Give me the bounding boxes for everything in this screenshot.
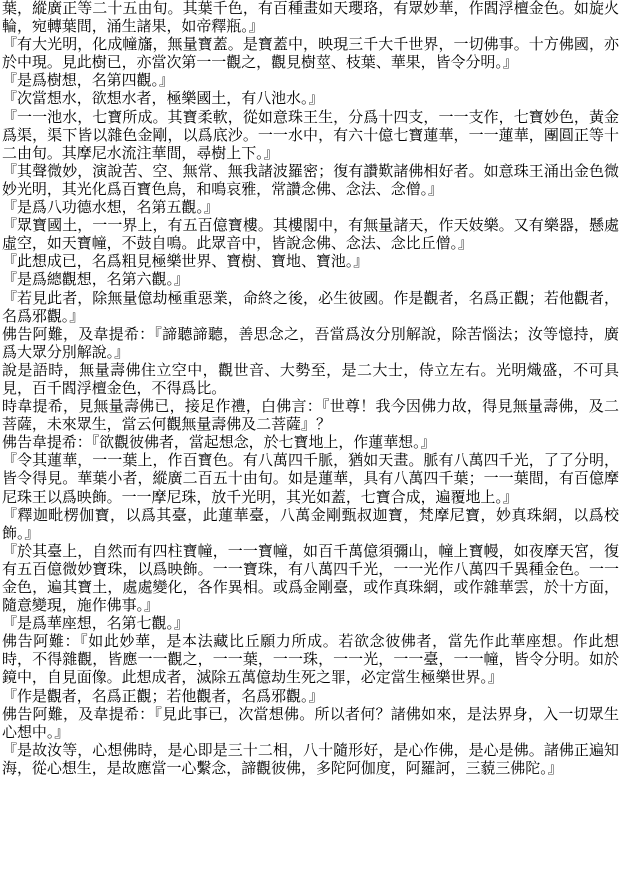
paragraph: 『此想成已，名爲粗見極樂世界、寶樹、寶地、寶池。』 <box>2 252 369 271</box>
paragraph: 『是爲樹想，名第四觀。』 <box>2 71 174 90</box>
paragraph: 『有大光明，化成幢旛，無量寶蓋。是寶蓋中，映現三千大千世界，一切佛事。十方佛國，亦於中現。見此樹已，亦當次第一一觀之，觀見樹莖、枝葉、華果，皆令分明。』 <box>2 35 619 72</box>
paragraph: 『其聲微妙，演說苦、空、無常、無我諸波羅密；復有讚歎諸佛相好者。如意珠王涌出金色微妙光明，其光化爲百寶色鳥，和鳴哀雅，常讚念佛、念法、念僧。』 <box>2 161 619 198</box>
paragraph: 『是爲總觀想，名第六觀。』 <box>2 270 189 289</box>
paragraph: 『眾寶國土，一一界上，有五百億寶樓。其樓閣中，有無量諸天，作天妓樂。又有樂器，懸處虛空，如天寶幢，不鼓自鳴。此眾音中，皆說念佛、念法、念比丘僧。』 <box>2 216 619 253</box>
paragraph: 『於其臺上，自然而有四柱寶幢，一一寶幢，如百千萬億須彌山，幢上寶幔，如夜摩天宮，復有五百億微妙寶珠，以爲映飾。一一寶珠，有八萬四千光，一一光作八萬四千異種金色。一一金色，遍其寶土，處處變化，各作異相。或爲金剛臺，或作真珠網，或作雜華雲，於十方面，隨意變現，施作佛事。』 <box>2 541 619 615</box>
paragraph: 『一一池水，七寶所成。其寶柔軟，從如意珠王生，分爲十四支，一一支作，七寶妙色，黃金爲渠，渠下皆以雜色金剛，以爲底沙。一一水中，有六十億七寶蓮華，一一蓮華，團圓正等十二由旬。其摩尼水流注華間，尋樹上下。』 <box>2 107 619 162</box>
paragraph: 佛告阿難：『如此妙華，是本法藏比丘願力所成。若欲念彼佛者，當先作此華座想。作此想時，不得雜觀，皆應一一觀之，一一葉，一一珠，一一光，一一臺，一一幢，皆令分明。如於鏡中，自見面像。此想成者，滅除五萬億劫生死之罪，必定當生極樂世界。』 <box>2 632 619 687</box>
paragraph: 時韋提希，見無量壽佛已，接足作禮，白佛言：『世尊！我今因佛力故，得見無量壽佛，及二菩薩，未來眾生，當云何觀無量壽佛及二菩薩』？ <box>2 397 619 434</box>
scripture-text <box>2 0 619 777</box>
paragraph: 佛告韋提希：『欲觀彼佛者，當起想念，於七寶地上，作蓮華想。』 <box>2 433 436 452</box>
paragraph: 葉，縱廣正等二十五由旬。其葉千色，有百種畫如天瓔珞，有眾妙華，作閻浮檀金色。如旋火輪，宛轉葉間，涌生諸果，如帝釋瓶。』 <box>2 0 619 36</box>
paragraph: 『是故汝等，心想佛時，是心即是三十二相，八十隨形好，是心作佛，是心是佛。諸佛正遍知海，從心想生，是故應當一心繫念，諦觀彼佛，多陀阿伽度，阿羅訶，三藐三佛陀。』 <box>2 740 619 777</box>
paragraph: 『次當想水，欲想水者，極樂國土，有八池水。』 <box>2 89 324 108</box>
paragraph: 『釋迦毗楞伽寶，以爲其臺，此蓮華臺，八萬金剛甄叔迦寶，梵摩尼寶，妙真珠網，以爲校飾。』 <box>2 505 619 542</box>
paragraph: 佛告阿難，及韋提希：『見此事已，次當想佛。所以者何？諸佛如來，是法界身，入一切眾生心想中。』 <box>2 704 619 741</box>
paragraph: 『是爲華座想，名第七觀。』 <box>2 614 189 633</box>
paragraph: 佛告阿難，及韋提希：『諦聽諦聽，善思念之，吾當爲汝分別解說，除苦惱法；汝等憶持，廣爲大眾分別解說。』 <box>2 324 619 361</box>
paragraph: 『作是觀者，名爲正觀；若他觀者，名爲邪觀。』 <box>2 686 324 705</box>
paragraph: 『令其蓮華，一一葉上，作百寶色。有八萬四千脈，猶如天畫。脈有八萬四千光，了了分明，皆令得見。華葉小者，縱廣二百五十由旬。如是蓮華，具有八萬四千葉；一一葉間，有百億摩尼珠王以爲映飾。一一摩尼珠，放千光明，其光如蓋，七寶合成，遍覆地上。』 <box>2 451 619 506</box>
paragraph: 說是語時，無量壽佛住立空中，觀世音、大勢至，是二大士，侍立左右。光明熾盛，不可具見，百千閻浮檀金色，不得爲比。 <box>2 360 619 397</box>
paragraph: 『是爲八功德水想，名第五觀。』 <box>2 198 219 217</box>
paragraph: 『若見此者，除無量億劫極重惡業，命終之後，必生彼國。作是觀者，名爲正觀；若他觀者，名爲邪觀。』 <box>2 288 619 325</box>
